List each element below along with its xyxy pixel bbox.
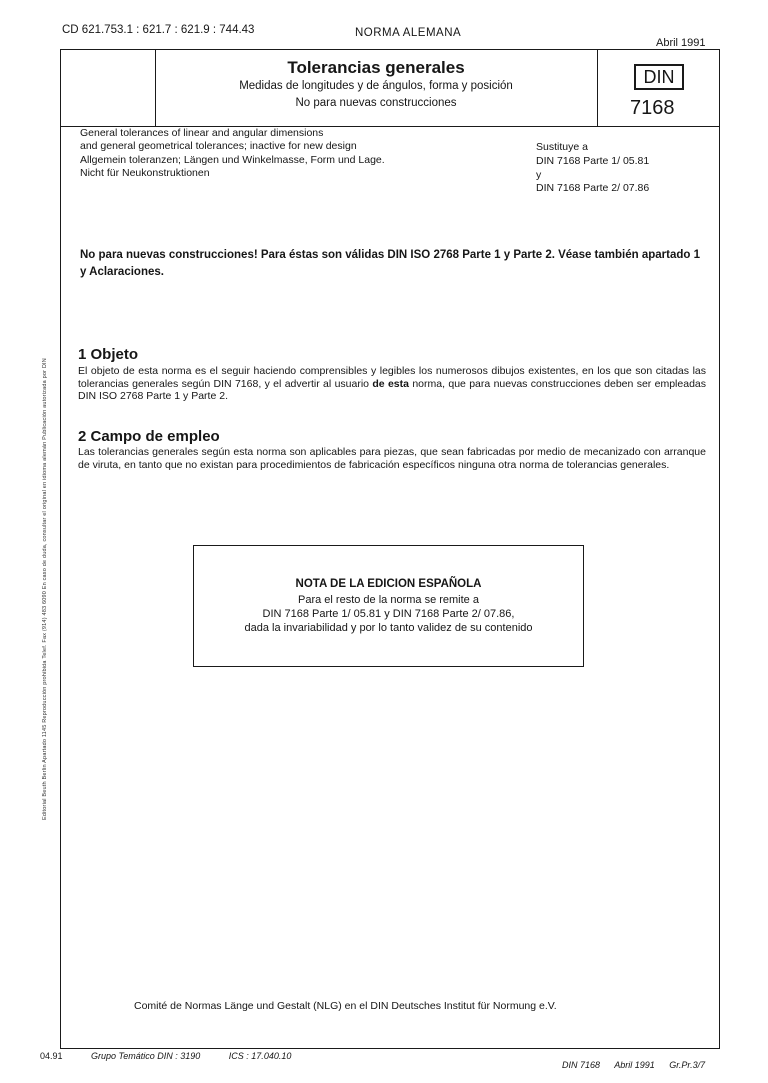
footer-din: DIN 7168 <box>562 1060 601 1070</box>
section-2-heading: 2 Campo de empleo <box>78 428 220 445</box>
frame-left-line <box>60 49 61 1049</box>
footer-right <box>562 1060 717 1070</box>
german-title-line-1: Allgemein toleranzen; Längen und Winkelmasse, Form und Lage. <box>80 154 385 166</box>
footer-date: Abril 1991 <box>614 1060 655 1070</box>
note-line-2: DIN 7168 Parte 1/ 05.81 y DIN 7168 Parte 2/ 07.86, <box>262 608 515 620</box>
committee-credit: Comité de Normas Länge und Gestalt (NLG) en el DIN Deutsches Institut für Normung e.V. <box>134 1000 557 1012</box>
replaces-label: Sustituye a <box>536 141 588 153</box>
document-subtitle: Medidas de longitudes y de ángulos, forma y posición <box>239 80 513 92</box>
document-subtitle-note: No para nuevas construcciones <box>295 97 457 109</box>
footer-group: Grupo Temático DIN : 3190 <box>91 1051 201 1061</box>
frame-right-line <box>719 49 720 1049</box>
section-1-text-a: El objeto de esta norma es el seguir haciendo comprensibles y legibles los numerosos dibujos existentes, en los que son citadas las tolerancias generales según DIN 7168, y el advertir al usuario <box>78 365 706 390</box>
norma-label: NORMA ALEMANA <box>355 27 462 39</box>
note-line-3: dada la invariabilidad y por lo tanto validez de su contenido <box>244 622 533 634</box>
footer-left <box>40 1051 317 1061</box>
note-line-1: Para el resto de la norma se remite a <box>298 594 479 606</box>
section-1-text <box>78 365 706 403</box>
side-publisher-text: Editorial Beuth Berlin Apartado 1145 Reproducción prohibida Telef. Fax (914) 483 6090 En caso de duda, consultar el original en idioma alemán Publicación autorizada por DIN <box>42 358 48 820</box>
frame-bottom-line <box>60 1048 720 1049</box>
replaces-item-2: DIN 7168 Parte 2/ 07.86 <box>536 182 650 194</box>
section-1-heading: 1 Objeto <box>78 346 139 363</box>
section-1-text-bold: de esta <box>372 377 409 390</box>
section-1-text-b: norma, que para nuevas construcciones deben ser empleadas DIN ISO 2768 Parte 1 y Parte 2. <box>78 377 707 402</box>
english-title-line-2: and general geometrical tolerances; inactive for new design <box>80 140 357 152</box>
footer-code-date: 04.91 <box>40 1051 63 1061</box>
section-2-text: Las tolerancias generales según esta norma son aplicables para piezas, que sean fabricadas por medio de mecanizado con arranque de viruta, en tanto que no existan para procedimientos de fabricación específicos ninguna otra norma de tolerancias generales. <box>78 446 706 471</box>
cd-classification-code: CD 621.753.1 : 621.7 : 621.9 : 744.43 <box>62 24 255 36</box>
replaces-item-1: DIN 7168 Parte 1/ 05.81 <box>536 155 650 167</box>
document-title: Tolerancias generales <box>287 58 465 77</box>
english-title-line-1: General tolerances of linear and angular dimensions <box>80 127 324 139</box>
publication-date: Abril 1991 <box>656 37 706 49</box>
frame-top-line <box>60 49 720 50</box>
din-standard-number: 7168 <box>630 97 675 119</box>
header-divider-right <box>597 49 598 126</box>
footer-ics: ICS : 17.040.10 <box>228 1051 292 1061</box>
german-title-line-2: Nicht für Neukonstruktionen <box>80 167 210 179</box>
note-title: NOTA DE LA EDICION ESPAÑOLA <box>295 578 482 590</box>
din-logo: DIN <box>634 64 684 90</box>
warning-notice: No para nuevas construcciones! Para éstas son válidas DIN ISO 2768 Parte 1 y Parte 2. Véase también apartado 1 y Aclaraciones. <box>80 249 701 278</box>
replaces-conjunction: y <box>536 169 542 181</box>
footer-price-group: Gr.Pr.3/7 <box>669 1060 706 1070</box>
spanish-edition-note <box>193 545 584 667</box>
